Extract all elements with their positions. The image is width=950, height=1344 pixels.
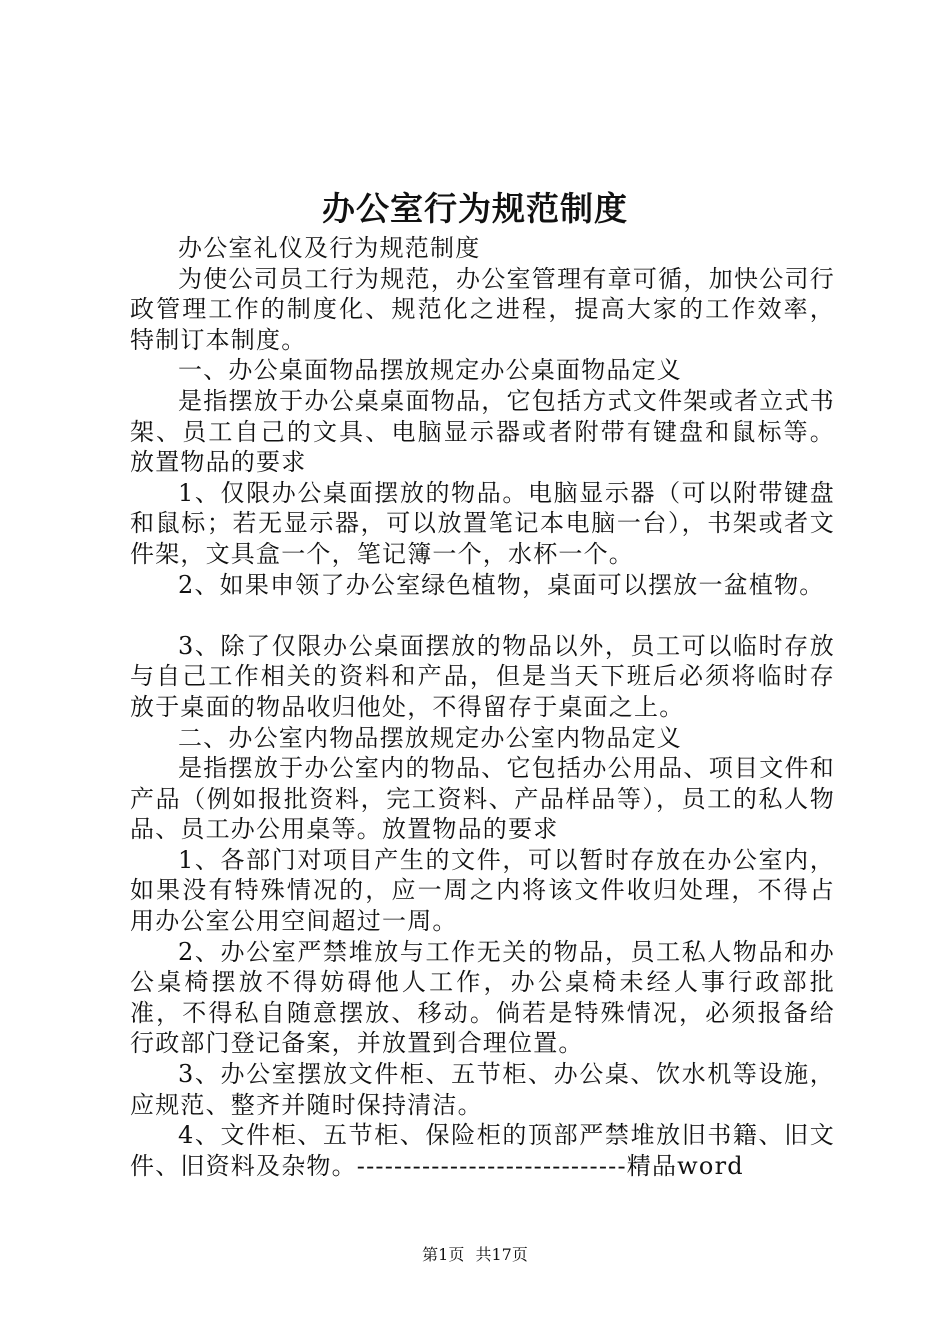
document-body [130, 233, 835, 1181]
page-footer [0, 1244, 950, 1266]
section-heading-office: 二、办公室内物品摆放规定办公室内物品定义 [178, 723, 682, 752]
paragraph-desk-definition: 是指摆放于办公桌桌面物品，它包括方式文件架或者立式书架、员工自己的文具、电脑显示器或者附带有键盘和鼠标等。放置物品的要求 [130, 386, 835, 477]
paragraph-office-rule-4: 4、文件柜、五节柜、保险柜的顶部严禁堆放旧书籍、旧文件、旧资料及杂物。-----------------------------精品word [130, 1121, 835, 1180]
paragraph-office-rule-3: 3、办公室摆放文件柜、五节柜、办公桌、饮水机等设施，应规范、整齐并随时保持清洁。 [130, 1060, 835, 1119]
page-total: 共17页 [475, 1245, 528, 1264]
paragraph-office-rule-1: 1、各部门对项目产生的文件，可以暂时存放在办公室内，如果没有特殊情况的，应一周之内将该文件收归处理，不得占用办公室公用空间超过一周。 [130, 845, 835, 936]
paragraph-office-definition: 是指摆放于办公室内的物品、它包括办公用品、项目文件和产品（例如报批资料，完工资料、产品样品等），员工的私人物品、员工办公用桌等。放置物品的要求 [130, 754, 835, 844]
paragraph-office-rule-2: 2、办公室严禁堆放与工作无关的物品，员工私人物品和办公桌椅摆放不得妨碍他人工作，办公桌椅未经人事行政部批准，不得私自随意摆放、移动。倘若是特殊情况，必须报备给行政部门登记备案，并放置到合理位置。 [130, 937, 835, 1058]
paragraph-desk-rule-3: 3、除了仅限办公桌面摆放的物品以外，员工可以临时存放与自己工作相关的资料和产品，但是当天下班后必须将临时存放于桌面的物品收归他处，不得留存于桌面之上。 [130, 631, 835, 721]
page-number: 第1页 [422, 1245, 465, 1264]
document-title: 办公室行为规范制度 [322, 189, 628, 228]
paragraph-intro: 为使公司员工行为规范，办公室管理有章可循，加快公司行政管理工作的制度化、规范化之进程，提高大家的工作效率，特制订本制度。 [130, 264, 835, 354]
paragraph-subtitle: 办公室礼仪及行为规范制度 [178, 234, 481, 262]
paragraph-desk-rule-2: 2、如果申领了办公室绿色植物，桌面可以摆放一盆植物。 [178, 570, 825, 599]
section-heading-desk: 一、办公桌面物品摆放规定办公桌面物品定义 [178, 356, 682, 385]
paragraph-desk-rule-1: 1、仅限办公桌面摆放的物品。电脑显示器（可以附带键盘和鼠标；若无显示器，可以放置笔记本电脑一台），书架或者文件架，文具盒一个，笔记簿一个，水杯一个。 [130, 478, 835, 568]
